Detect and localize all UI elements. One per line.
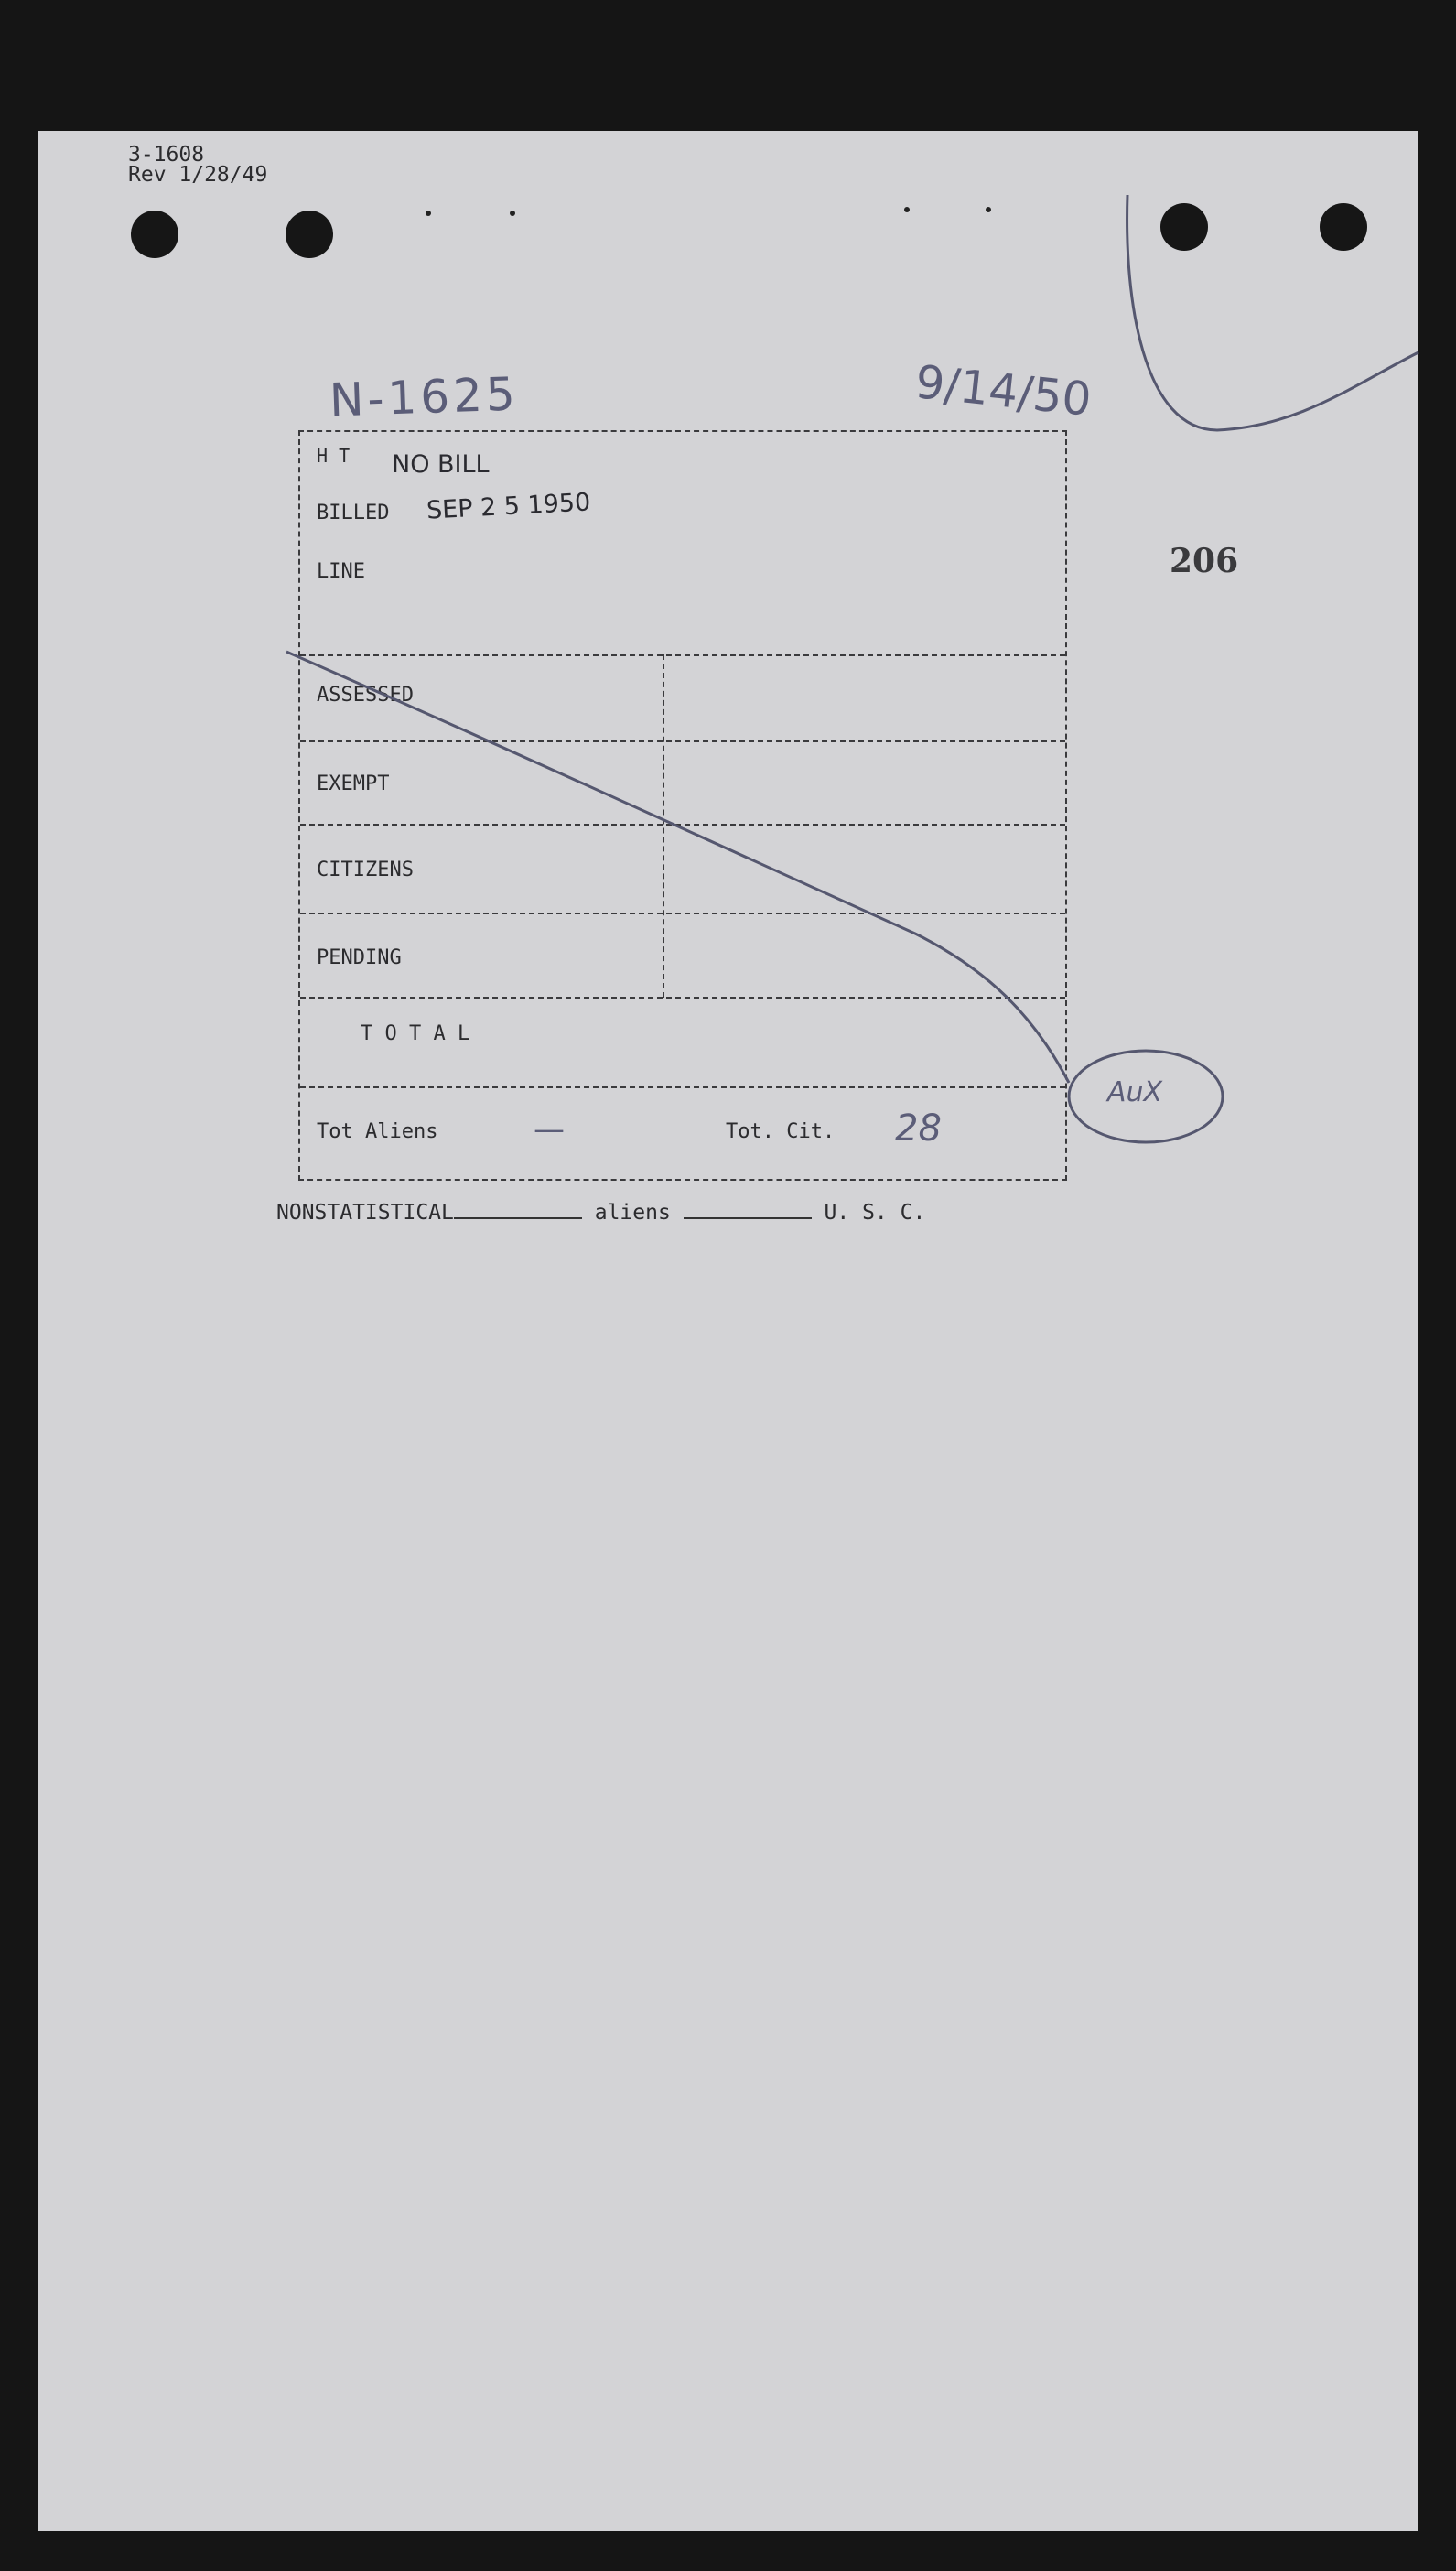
billed-label: BILLED — [317, 502, 390, 524]
nonstatistical-blank — [454, 1217, 582, 1219]
initials: AuX — [1107, 1076, 1163, 1108]
page-number: 206 — [1170, 542, 1239, 580]
tot-cit-value: 28 — [895, 1107, 942, 1150]
nonstatistical-label: NONSTATISTICAL — [276, 1201, 454, 1225]
corner-stroke — [1127, 195, 1418, 430]
file-number: N-1625 — [329, 367, 520, 427]
no-bill-stamp: NO BILL — [392, 450, 490, 479]
total-label: T O T A L — [361, 1022, 470, 1045]
tot-aliens-label: Tot Aliens — [317, 1120, 438, 1143]
nonstatistical-line — [276, 1201, 925, 1225]
ht-label: H T — [317, 445, 351, 467]
tot-cit-label: Tot. Cit. — [726, 1120, 836, 1143]
form-revision: Rev 1/28/49 — [128, 163, 268, 187]
billed-date-stamp: SEP 2 5 1950 — [426, 488, 591, 525]
form-number: 3-1608 — [128, 143, 205, 167]
row-label-exempt: EXEMPT — [317, 772, 390, 795]
usc-label: U. S. C. — [824, 1201, 926, 1225]
row-label-citizens: CITIZENS — [317, 859, 414, 881]
line-label: LINE — [317, 560, 365, 583]
aliens-label: aliens — [594, 1201, 671, 1225]
cancel-stroke — [286, 652, 1069, 1083]
row-label-pending: PENDING — [317, 946, 402, 969]
row-label-assessed: ASSESSED — [317, 684, 414, 707]
aliens-blank — [684, 1217, 812, 1219]
handwritten-date: 9/14/50 — [912, 355, 1095, 427]
tot-aliens-value: — — [534, 1111, 565, 1148]
